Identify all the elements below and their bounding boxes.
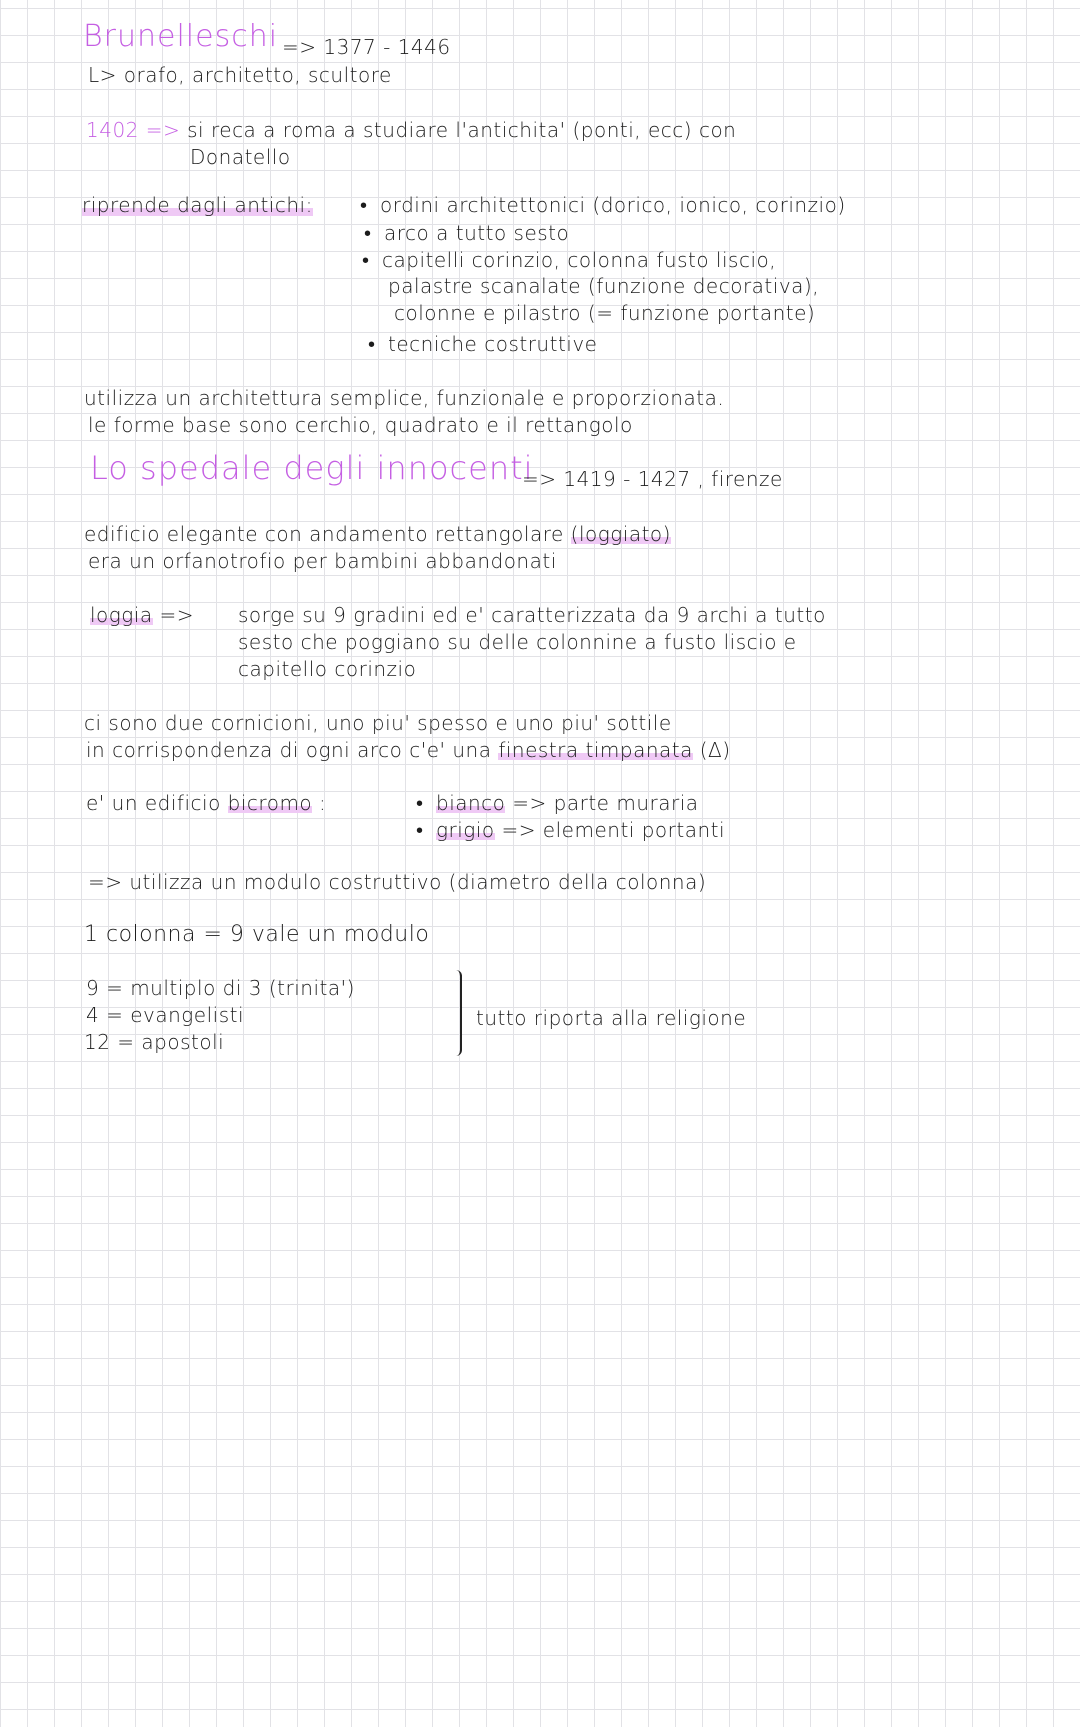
riprende-cont: palastre scanalate (funzione decorativa), [388,274,820,298]
bicromo-colon: : [319,791,327,815]
loggia-line: capitello corinzio [238,657,417,681]
bicromo-word: bicromo [227,791,313,815]
loggia-arrow: => [159,603,194,627]
cornicioni-highlight: finestra timpanata [498,738,693,762]
trip-text-2: Donatello [190,145,291,169]
edificio-line2: era un orfanotrofio per bambini abbandonati [88,549,557,573]
edificio-text: edificio elegante con andamento rettangolare [84,522,564,546]
trip-year: 1402 => [86,118,181,142]
section-title: Lo spedale degli innocenti [90,449,534,487]
title-dates: => 1377 - 1446 [282,35,451,59]
color-desc: => parte muraria [512,791,699,815]
trip-text: si reca a roma a studiare l'antichita' (ponti, ecc) con [187,118,737,142]
cornicioni-text: in corrispondenza di ogni arco c'e' una [86,738,492,762]
number-item: 12 = apostoli [84,1030,225,1054]
riprende-item: • arco a tutto sesto [384,220,569,246]
number-item: 4 = evangelisti [86,1003,245,1027]
utilizza-line: utilizza un architettura semplice, funzionale e proporzionata. [84,386,725,410]
riprende-cont: colonne e pilastro (= funzione portante) [394,301,816,325]
numbers-summary: tutto riporta alla religione [476,1006,747,1030]
number-item: 9 = multiplo di 3 (trinita') [86,976,355,1000]
page-title: Brunelleschi [83,19,279,54]
riprende-item: • tecniche costruttive [388,331,597,357]
triangle-note: (Δ) [699,738,731,762]
loggia-line: sorge su 9 gradini ed e' caratterizzata da 9 archi a tutto [238,603,826,627]
utilizza-line: le forme base sono cerchio, quadrato e il rettangolo [88,413,633,437]
brace [452,970,462,1056]
riprende-label: riprende dagli antichi: [82,193,313,217]
color-name: bianco [436,791,506,815]
edificio-highlight: (loggiato) [570,522,671,546]
loggia-line: sesto che poggiano su delle colonnine a fusto liscio e [238,630,797,654]
riprende-item: • capitelli corinzio, colonna fusto liscio, [382,247,776,273]
color-name: grigio [436,818,495,842]
colonna-line: 1 colonna = 9 vale un modulo [84,922,430,947]
spedale-dates: => 1419 - 1427 , firenze [522,467,783,491]
riprende-item: • ordini architettonici (dorico, ionico, corinzio) [380,192,846,218]
cornicioni-line: ci sono due cornicioni, uno piu' spesso e uno piu' sottile [84,711,672,735]
bicromo-text: e' un edificio [86,791,221,815]
color-desc: => elementi portanti [501,818,726,842]
loggia-label: loggia [90,603,153,627]
roles: L> orafo, architetto, scultore [88,63,392,87]
modulo-line: => utilizza un modulo costruttivo (diametro della colonna) [88,870,707,894]
